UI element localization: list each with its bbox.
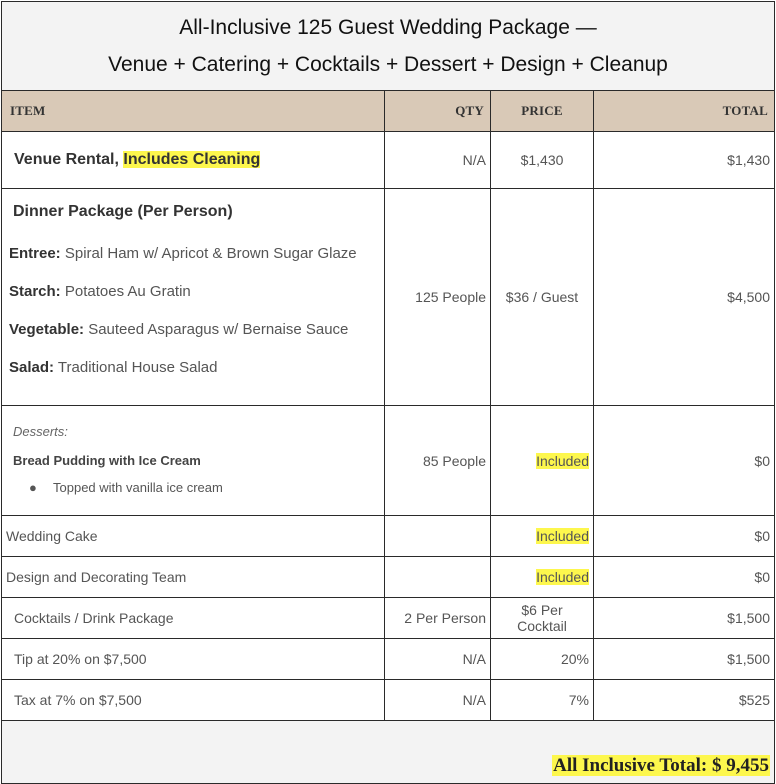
header-row	[2, 91, 775, 132]
desserts-item	[2, 406, 385, 516]
cake-price-cell	[491, 516, 594, 557]
tip-item: Tip at 20% on $7,500	[2, 639, 385, 680]
cocktails-price	[491, 598, 594, 639]
footer-row	[2, 721, 775, 784]
row-desserts	[2, 406, 775, 516]
desserts-total: $0	[594, 406, 775, 516]
desserts-qty: 85 People	[385, 406, 491, 516]
desserts-note	[13, 480, 384, 495]
cake-qty	[385, 516, 491, 557]
footer-cell	[2, 721, 775, 784]
cake-item: Wedding Cake	[2, 516, 385, 557]
venue-price: $1,430	[491, 132, 594, 189]
title-cell	[2, 2, 775, 91]
row-venue	[2, 132, 775, 189]
cake-total: $0	[594, 516, 775, 557]
venue-total: $1,430	[594, 132, 775, 189]
row-cocktails	[2, 598, 775, 639]
column-header-total: TOTAL	[594, 91, 775, 132]
dinner-vegetable	[9, 311, 384, 349]
dinner-vegetable-label: Vegetable:	[9, 321, 85, 338]
venue-item	[2, 132, 385, 189]
bullet-icon: ●	[29, 479, 37, 495]
venue-name: Venue Rental,	[14, 151, 119, 168]
row-cake	[2, 516, 775, 557]
row-dinner	[2, 189, 775, 406]
cake-price: Included	[536, 528, 589, 544]
desserts-price-cell	[491, 406, 594, 516]
column-header-item: ITEM	[2, 91, 385, 132]
column-header-price: PRICE	[491, 91, 594, 132]
row-design	[2, 557, 775, 598]
design-price: Included	[536, 569, 589, 585]
dinner-starch-value: Potatoes Au Gratin	[64, 283, 191, 300]
grand-total: All Inclusive Total: $ 9,455	[553, 755, 769, 776]
dinner-entree-label: Entree:	[9, 245, 61, 262]
dinner-item	[2, 189, 385, 406]
tip-price: 20%	[491, 639, 594, 680]
desserts-price: Included	[536, 452, 589, 469]
dinner-title: Dinner Package (Per Person)	[13, 203, 233, 220]
row-tax	[2, 680, 775, 721]
dinner-starch-label: Starch:	[9, 283, 61, 300]
dinner-salad-label: Salad:	[9, 359, 55, 376]
tip-qty: N/A	[385, 639, 491, 680]
tip-total: $1,500	[594, 639, 775, 680]
design-total: $0	[594, 557, 775, 598]
tax-price: 7%	[491, 680, 594, 721]
title-row	[2, 2, 775, 91]
desserts-label: Desserts:	[13, 423, 68, 439]
dinner-salad-value: Traditional House Salad	[57, 359, 218, 376]
desserts-note-text: Topped with vanilla ice cream	[53, 479, 223, 495]
dinner-qty: 125 People	[385, 189, 491, 406]
dinner-total: $4,500	[594, 189, 775, 406]
tax-item: Tax at 7% on $7,500	[2, 680, 385, 721]
title-line-2: Venue + Catering + Cocktails + Dessert + Design + Cleanup	[108, 53, 668, 76]
dinner-starch	[9, 273, 384, 311]
title-line-1: All-Inclusive 125 Guest Wedding Package —	[179, 16, 597, 39]
venue-qty: N/A	[385, 132, 491, 189]
design-item: Design and Decorating Team	[2, 557, 385, 598]
desserts-name: Bread Pudding with Ice Cream	[13, 452, 201, 468]
dinner-salad	[9, 349, 384, 387]
dinner-price: $36 / Guest	[491, 189, 594, 406]
row-tip	[2, 639, 775, 680]
dinner-entree	[9, 235, 384, 273]
tax-qty: N/A	[385, 680, 491, 721]
dinner-vegetable-value: Sauteed Asparagus w/ Bernaise Sauce	[88, 321, 349, 338]
cocktails-item: Cocktails / Drink Package	[2, 598, 385, 639]
cocktails-price-line-1: $6 Per	[521, 602, 563, 618]
venue-highlight: Includes Cleaning	[123, 151, 261, 168]
cocktails-price-line-2: Cocktail	[517, 618, 567, 634]
cocktails-qty: 2 Per Person	[385, 598, 491, 639]
column-header-qty: QTY	[385, 91, 491, 132]
package-table	[1, 1, 775, 784]
design-price-cell	[491, 557, 594, 598]
tax-total: $525	[594, 680, 775, 721]
cocktails-total: $1,500	[594, 598, 775, 639]
design-qty	[385, 557, 491, 598]
dinner-entree-value: Spiral Ham w/ Apricot & Brown Sugar Glaze	[64, 245, 357, 262]
